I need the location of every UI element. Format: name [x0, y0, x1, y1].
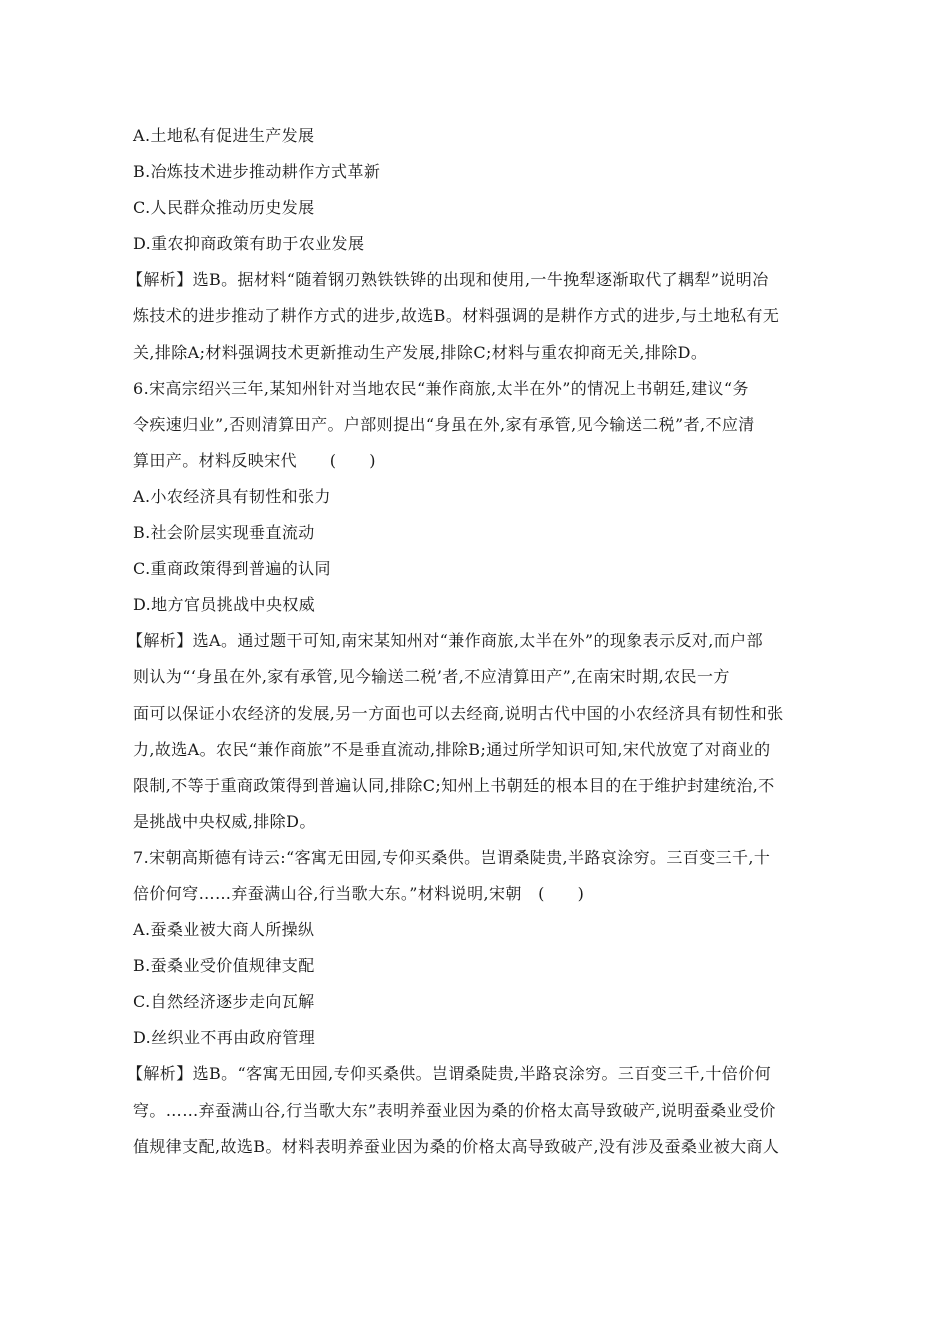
analysis-q5-line-1: 【解析】选B。据材料“随着钢刃熟铁铁铧的出现和使用,一牛挽犁逐渐取代了耦犁”说明冶	[127, 270, 769, 290]
analysis-q5-line-3: 关,排除A;材料强调技术更新推动生产发展,排除C;材料与重农抑商无关,排除D。	[133, 342, 708, 362]
analysis-q6-line-4: 力,故选A。农民“兼作商旅”不是垂直流动,排除B;通过所学知识可知,宋代放宽了对商业的	[133, 739, 771, 759]
analysis-q6-line-3: 面可以保证小农经济的发展,另一方面也可以去经商,说明古代中国的小农经济具有韧性和张	[133, 703, 784, 723]
option-a-q5: A.土地私有促进生产发展	[133, 126, 315, 145]
option-b-q7: B.蚕桑业受价值规律支配	[133, 956, 315, 976]
option-d-q7: D.丝织业不再由政府管理	[133, 1028, 316, 1048]
document-body	[127, 118, 823, 1165]
option-c-q6: C.重商政策得到普遍的认同	[133, 559, 331, 579]
question-6-line-2: 令疾速归业”,否则清算田产。户部则提出“身虽在外,家有承管,见今输送二税”者,不应清	[133, 414, 755, 434]
question-7-line-2: 倍价何穹……弃蚕满山谷,行当歌大东。”材料说明,宋朝 ( )	[133, 883, 585, 903]
question-7-line-1: 7.宋朝高斯德有诗云:“客寓无田园,专仰买桑供。岂谓桑陡贵,半路哀涂穷。三百变三千,十	[133, 847, 771, 867]
option-c-q7: C.自然经济逐步走向瓦解	[133, 992, 315, 1012]
question-6-line-3: 算田产。材料反映宋代 ( )	[133, 450, 376, 470]
option-c-q5: C.人民群众推动历史发展	[133, 198, 315, 218]
analysis-q6-line-1: 【解析】选A。通过题干可知,南宋某知州对“兼作商旅,太半在外”的现象表示反对,而户部	[127, 631, 763, 651]
analysis-q6-line-2: 则认为“‘身虽在外,家有承管,见今输送二税’者,不应清算田产”,在南宋时期,农民一方	[133, 667, 730, 687]
analysis-q7-line-1: 【解析】选B。“客寓无田园,专仰买桑供。岂谓桑陡贵,半路哀涂穷。三百变三千,十倍价何	[127, 1064, 771, 1084]
option-d-q6: D.地方官员挑战中央权威	[133, 595, 316, 615]
analysis-q6-line-6: 是挑战中央权威,排除D。	[133, 811, 316, 831]
analysis-q7-line-2: 穹。……弃蚕满山谷,行当歌大东”表明养蚕业因为桑的价格太高导致破产,说明蚕桑业受价	[133, 1100, 776, 1120]
option-a-q6: A.小农经济具有韧性和张力	[133, 486, 331, 506]
option-b-q5: B.冶炼技术进步推动耕作方式革新	[133, 162, 381, 182]
question-6-line-1: 6.宋高宗绍兴三年,某知州针对当地农民“兼作商旅,太半在外”的情况上书朝廷,建议“务	[133, 378, 749, 398]
option-b-q6: B.社会阶层实现垂直流动	[133, 523, 315, 543]
analysis-q7-line-3: 值规律支配,故选B。材料表明养蚕业因为桑的价格太高导致破产,没有涉及蚕桑业被大商人	[133, 1136, 780, 1156]
analysis-q6-line-5: 限制,不等于重商政策得到普遍认同,排除C;知州上书朝廷的根本目的在于维护封建统治,不	[133, 775, 775, 795]
analysis-q5-line-2: 炼技术的进步推动了耕作方式的进步,故选B。材料强调的是耕作方式的进步,与土地私有无	[133, 306, 780, 326]
option-a-q7: A.蚕桑业被大商人所操纵	[133, 920, 315, 940]
option-d-q5: D.重农抑商政策有助于农业发展	[133, 234, 365, 254]
